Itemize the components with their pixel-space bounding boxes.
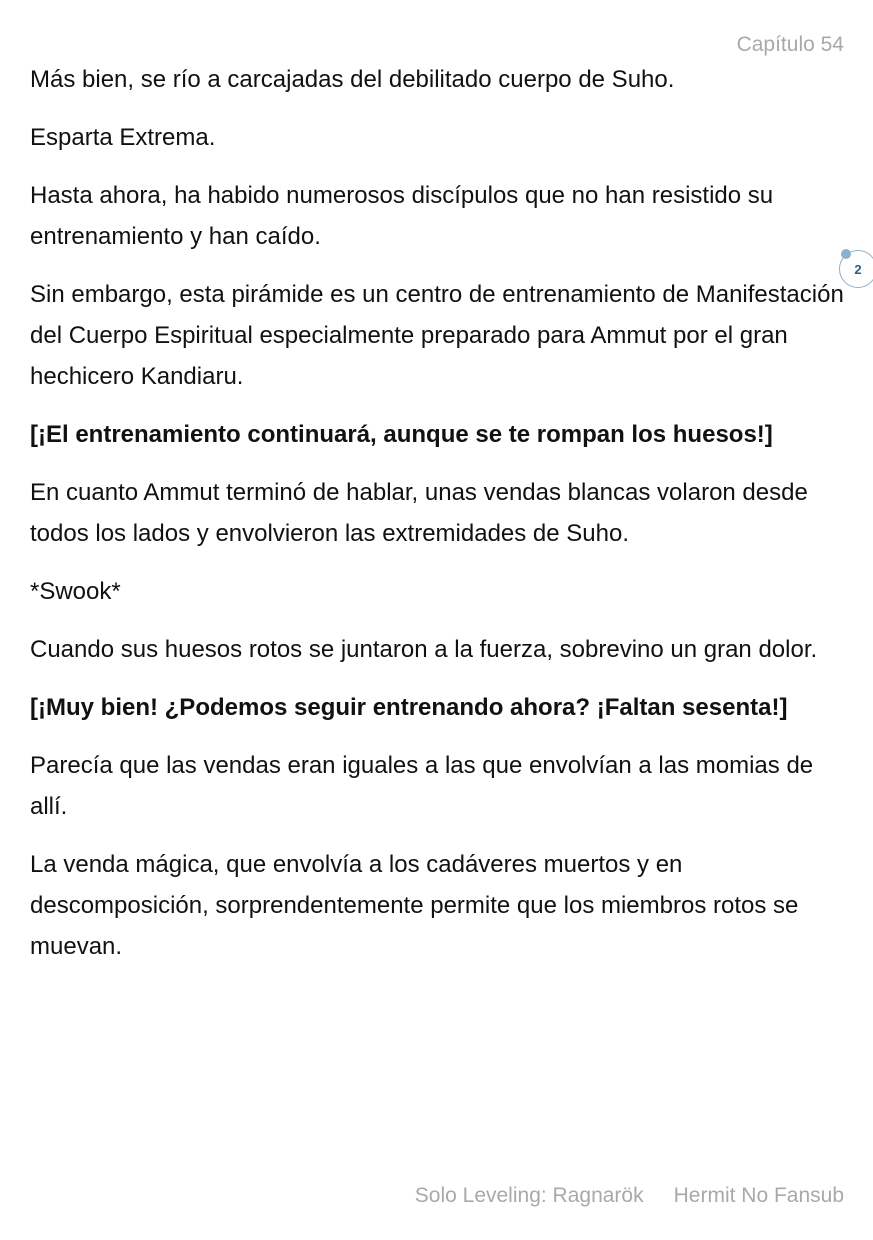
book-title: Solo Leveling: Ragnarök xyxy=(414,1184,644,1207)
page-number-label: 2 xyxy=(854,261,862,277)
paragraph: *Swook* xyxy=(30,578,121,605)
paragraph: Más bien, se río a carcajadas del debilitado cuerpo de Suho. xyxy=(30,66,675,93)
paragraph: En cuanto Ammut terminó de hablar, unas vendas blancas volaron desde todos los lados y envolvieron las extremidades de Suho. xyxy=(30,479,808,547)
footer xyxy=(415,1184,844,1208)
paragraph: Cuando sus huesos rotos se juntaron a la fuerza, sobrevino un gran dolor. xyxy=(30,636,818,663)
chapter-label: Capítulo 54 xyxy=(736,33,844,56)
paragraph: Parecía que las vendas eran iguales a las que envolvían a las momias de allí. xyxy=(30,752,814,820)
dialogue-paragraph: [¡El entrenamiento continuará, aunque se te rompan los huesos!] xyxy=(30,421,773,448)
reader-content xyxy=(30,59,845,984)
paragraph: Hasta ahora, ha habido numerosos discípulos que no han resistido su entrenamiento y han caído. xyxy=(30,182,774,250)
dialogue-paragraph: [¡Muy bien! ¿Podemos seguir entrenando ahora? ¡Faltan sesenta!] xyxy=(30,694,788,721)
paragraph: La venda mágica, que envolvía a los cadáveres muertos y en descomposición, sorprendentemente permite que los miembros rotos se muevan. xyxy=(30,851,799,960)
paragraph: Esparta Extrema. xyxy=(30,124,216,151)
translator-credit: Hermit No Fansub xyxy=(673,1184,844,1207)
page-badge-indicator-dot xyxy=(841,249,851,259)
paragraph: Sin embargo, esta pirámide es un centro de entrenamiento de Manifestación del Cuerpo Espiritual especialmente preparado para Ammut por el gran hechicero Kandiaru. xyxy=(30,281,844,390)
